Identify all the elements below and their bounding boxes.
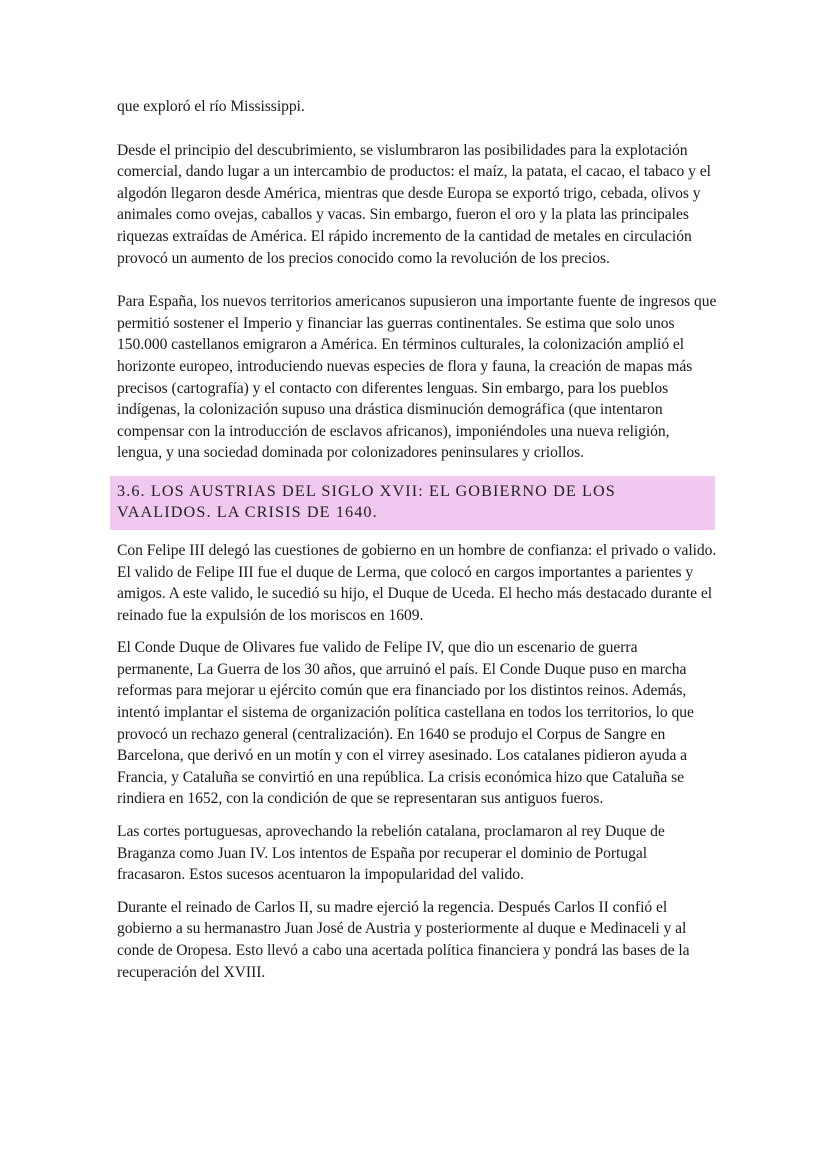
paragraph-carlos-ii: Durante el reinado de Carlos II, su madre ejerció la regencia. Después Carlos II confió el gobierno a su hermanastro Juan José de Austria y posteriormente al duque e Medinaceli y al conde de Oropesa. Esto llevó a cabo una acertada política financiera y pondrá las bases de la recuperación del XVIII. <box>117 898 690 981</box>
section-heading <box>117 481 708 524</box>
paragraph-felipe-iii: Con Felipe III delegó las cuestiones de gobierno en un hombre de confianza: el privado o valido. El valido de Felipe III fue el duque de Lerma, que colocó en cargos importantes a parientes y amigos. A este valido, le sucedió su hijo, el Duque de Uceda. El hecho más destacado durante el reinado fue la expulsión de los moriscos en 1609. <box>117 541 717 624</box>
paragraph-spain-consequences: Para España, los nuevos territorios americanos supusieron una importante fuente de ingresos que permitió sostener el Imperio y financiar las guerras continentales. Se estima que solo unos 150.000 castellanos emigraron a América. En términos culturales, la colonización amplió el horizonte europeo, introduciendo nuevas especies de flora y fauna, la creación de mapas más precisos (cartografía) y el contacto con diferentes lenguas. Sin embargo, para los pueblos indígenas, la colonización supuso una drástica disminución demográfica (que intentaron compensar con la introducción de esclavos africanos), imponiéndoles una nueva religión, lengua, y una sociedad dominada por colonizadores peninsulares y criollos. <box>117 293 717 462</box>
paragraph-commercial-exchange: Desde el principio del descubrimiento, se vislumbraron las posibilidades para la explotación comercial, dando lugar a un intercambio de productos: el maíz, la patata, el cacao, el tabaco y el algodón llegaron desde América, mientras que desde Europa se exportó trigo, cebada, olivos y animales como ovejas, caballos y vacas. Sin embargo, fueron el oro y la plata las principales riquezas extraídas de América. El rápido incremento de la cantidad de metales en circulación provocó un aumento de los precios conocido como la revolución de los precios. <box>117 141 711 267</box>
section-heading-box <box>110 476 715 530</box>
document-page <box>117 96 717 983</box>
section-heading-line2: VAALIDOS. LA CRISIS DE 1640. <box>117 503 378 522</box>
paragraph-olivares: El Conde Duque de Olivares fue valido de Felipe IV, que dio un escenario de guerra permanente, La Guerra de los 30 años, que arruinó el país. El Conde Duque puso en marcha reformas para mejorar u ejército común que era financiado por los distintos reinos. Además, intentó implantar el sistema de organización política castellana en todos los territorios, lo que provocó un rechazo general (centralización). En 1640 se produjo el Corpus de Sangre en Barcelona, que derivó en un motín y con el virrey asesinado. Los catalanes pidieron ayuda a Francia, y Cataluña se convirtió en una república. La crisis económica hizo que Cataluña se rindiera en 1652, con la condición de que se representaran sus antiguos fueros. <box>117 639 694 808</box>
paragraph-mississippi: que exploró el río Mississippi. <box>117 98 305 115</box>
section-heading-line1: 3.6. LOS AUSTRIAS DEL SIGLO XVII: EL GOBIERNO DE LOS <box>117 481 616 500</box>
paragraph-portugal: Las cortes portuguesas, aprovechando la rebelión catalana, proclamaron al rey Duque de Braganza como Juan IV. Los intentos de España por recuperar el dominio de Portugal fracasaron. Estos sucesos acentuaron la impopularidad del valido. <box>117 823 665 884</box>
